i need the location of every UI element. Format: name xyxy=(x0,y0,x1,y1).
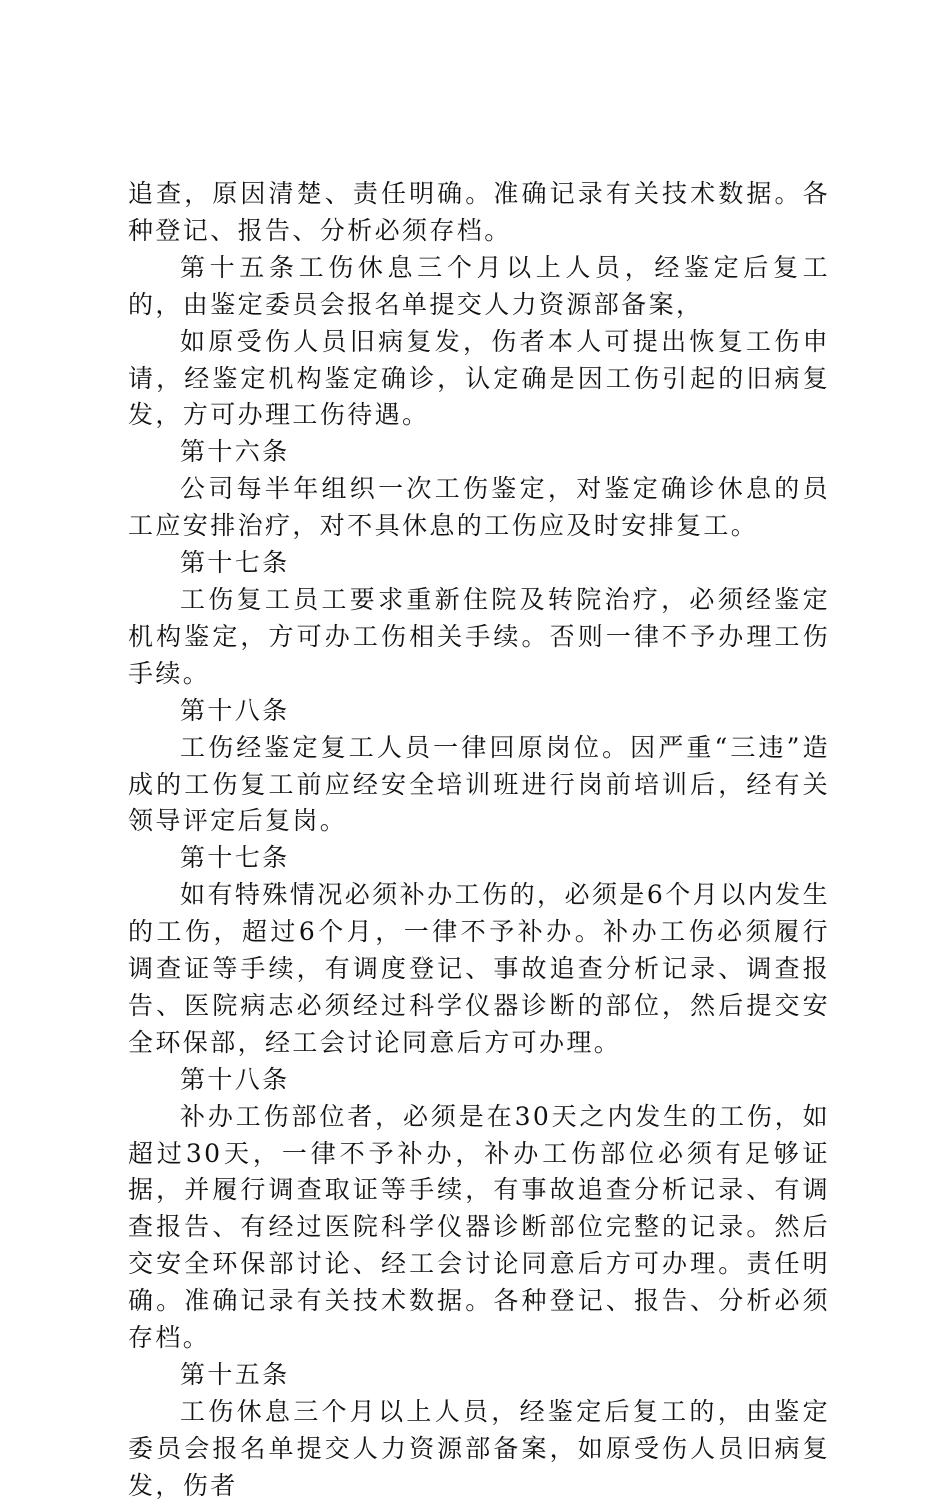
paragraph: 第十五条工伤休息三个月以上人员，经鉴定后复工的，由鉴定委员会报名单提交人力资源部备案， xyxy=(128,252,830,319)
article-heading: 第十七条 xyxy=(180,548,290,578)
paragraph: 如有特殊情况必须补办工伤的，必须是6个月以内发生的工伤，超过6个月，一律不予补办。补办工伤必须履行调查证等手续，有调度登记、事故追查分析记录、调查报告、医院病志必须经过科学仪器诊断的部位，然后提交安全环保部，经工会讨论同意后方可办理。 xyxy=(128,880,830,1057)
document-body xyxy=(128,176,830,1505)
paragraph: 工伤休息三个月以上人员，经鉴定后复工的，由鉴定委员会报名单提交人力资源部备案，如原受伤人员旧病复发，伤者 xyxy=(128,1396,830,1500)
paragraph: 追查，原因清楚、责任明确。准确记录有关技术数据。各种登记、报告、分析必须存档。 xyxy=(128,179,830,245)
paragraph: 如原受伤人员旧病复发，伤者本人可提出恢复工伤申请，经鉴定机构鉴定确诊，认定确是因工伤引起的旧病复发，方可办理工伤待遇。 xyxy=(128,326,830,430)
paragraph: 工伤复工员工要求重新住院及转院治疗，必须经鉴定机构鉴定，方可办工伤相关手续。否则一律不予办理工伤手续。 xyxy=(128,584,830,688)
paragraph: 工伤经鉴定复工人员一律回原岗位。因严重“三违”造成的工伤复工前应经安全培训班进行岗前培训后，经有关领导评定后复岗。 xyxy=(128,732,830,836)
article-heading: 第十五条 xyxy=(180,1360,290,1389)
paragraph: 公司每半年组织一次工伤鉴定，对鉴定确诊休息的员工应安排治疗，对不具休息的工伤应及时安排复工。 xyxy=(128,474,830,541)
article-heading: 第十八条 xyxy=(180,1064,290,1094)
article-heading: 第十七条 xyxy=(180,843,290,873)
paragraph: 补办工伤部位者，必须是在30天之内发生的工伤，如超过30天，一律不予补办，补办工伤部位必须有足够证据，并履行调查取证等手续，有事故追查分析记录、有调查报告、有经过医院科学仪器诊断部位完整的记录。然后交安全环保部讨论、经工会讨论同意后方可办理。责任明确。准确记录有关技术数据。各种登记、报告、分析必须存档。 xyxy=(128,1101,830,1353)
article-heading: 第十六条 xyxy=(180,437,290,467)
article-heading: 第十八条 xyxy=(180,695,290,725)
